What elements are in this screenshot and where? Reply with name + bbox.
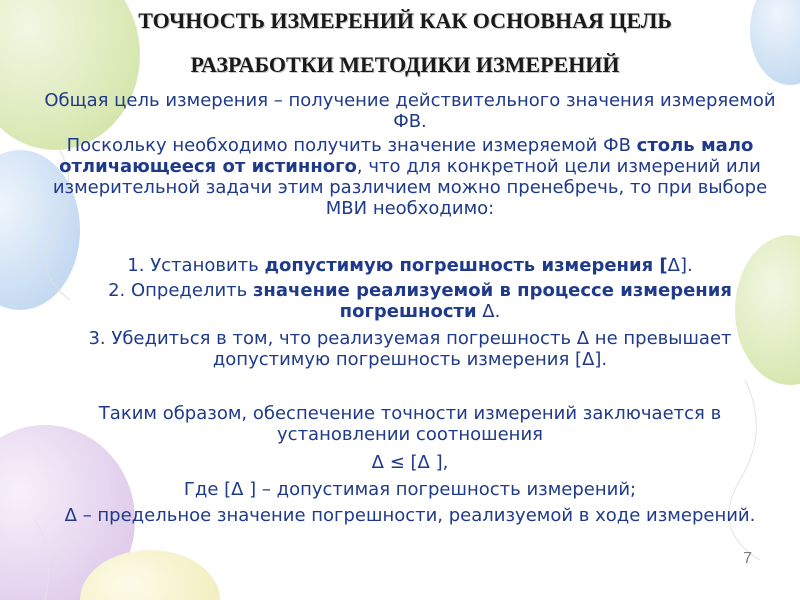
list-item-2-bold: значение реализуемой в процессе измерения погрешности — [252, 280, 732, 322]
paragraph-since-pre: Поскольку необходимо получить значение измеряемой ФВ — [66, 135, 637, 156]
list-item-1-post: Δ]. — [667, 255, 693, 276]
list-item-1 — [30, 255, 790, 276]
paragraph-general-goal: Общая цель измерения – получение действительного значения измеряемой ФВ. — [44, 90, 776, 132]
formula: Δ ≤ [Δ ], — [371, 452, 449, 473]
list-item-3: 3. Убедиться в том, что реализуемая погрешность Δ не превышает допустимую погрешность измерения [Δ]. — [88, 328, 732, 370]
list-item-2-post: Δ. — [476, 301, 501, 322]
list-item-1-pre: 1. Установить — [127, 255, 265, 276]
paragraph-since-necessary — [30, 135, 790, 219]
slide-title-line-2: РАЗРАБОТКИ МЕТОДИКИ ИЗМЕРЕНИЙ — [190, 52, 620, 77]
list-item-2-pre: 2. Определить — [108, 280, 253, 301]
where-line-2: Δ – предельное значение погрешности, реализуемой в ходе измерений. — [64, 505, 756, 526]
where-line-1: Где [Δ ] – допустимая погрешность измерений; — [183, 479, 637, 500]
slide-title-line-1: ТОЧНОСТЬ ИЗМЕРЕНИЙ КАК ОСНОВНАЯ ЦЕЛЬ — [138, 8, 672, 33]
paragraph-since-post: , что для конкретной цели измерений или измерительной задачи этим различием можно пренебречь, то при выборе МВИ необходимо: — [52, 156, 768, 219]
paragraph-thus: Таким образом, обеспечение точности измерений заключается в установлении соотношения — [98, 403, 722, 445]
list-item-2 — [90, 280, 750, 322]
list-item-1-bold: допустимую погрешность измерения [ — [264, 255, 668, 276]
page-number: 7 — [743, 550, 752, 567]
paragraph-since-bold: столь мало отличающееся от истинного — [59, 135, 754, 177]
